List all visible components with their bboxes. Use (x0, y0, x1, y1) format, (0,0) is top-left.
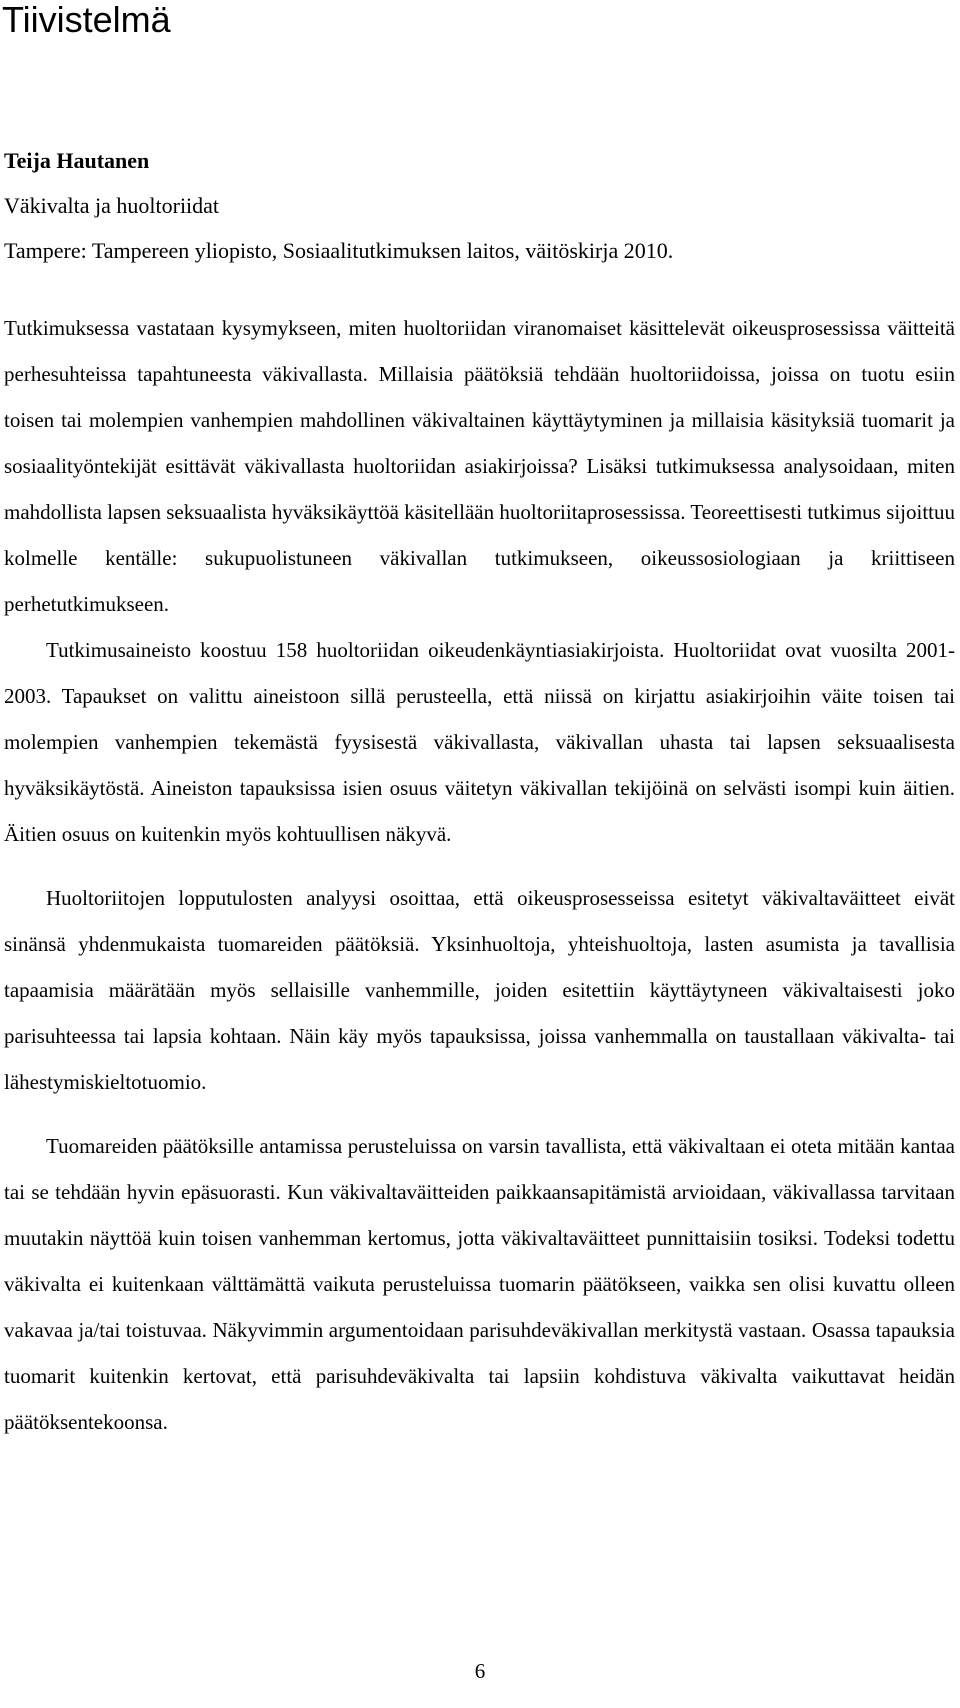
page-heading: Tiivistelmä (2, 0, 171, 40)
abstract-paragraph: Tutkimusaineisto koostuu 158 huoltoriidan oikeudenkäyntiasiakirjoista. Huoltoriidat ovat vuosilta 2001-2003. Tapaukset on valittu aineistoon sillä perusteella, että niissä on kirjattu asiakirjoihin väite toisen tai molempien vanhempien tekemästä fyysisestä väkivallasta, väkivallan uhasta tai lapsen seksuaalisesta hyväksikäytöstä. Aineiston tapauksissa isien osuus väitetyn väkivallan tekijöinä on selvästi isompi kuin äitien. Äitien osuus on kuitenkin myös kohtuullisen näkyvä. (4, 638, 955, 846)
abstract-paragraph: Tutkimuksessa vastataan kysymykseen, miten huoltoriidan viranomaiset käsittelevät oikeusprosessissa väitteitä perhesuhteissa tapahtuneesta väkivallasta. Millaisia päätöksiä tehdään huoltoriidoissa, joissa on tuotu esiin toisen tai molempien vanhempien mahdollinen väkivaltainen käyttäytyminen ja millaisia käsityksiä tuomarit ja sosiaalityöntekijät esittävät väkivallasta huoltoriidan asiakirjoissa? Lisäksi tutkimuksessa analysoidaan, miten mahdollista lapsen seksuaalista hyväksikäyttöä käsitellään huoltoriitaprosessissa. Teoreettisesti tutkimus sijoittuu kolmelle kentälle: sukupuolistuneen väkivallan tutkimukseen, oikeussosiologiaan ja kriittiseen perhetutkimukseen. (4, 316, 955, 616)
abstract-body (4, 305, 955, 1445)
dissertation-title: Väkivalta ja huoltoriidat (4, 193, 220, 218)
abstract-paragraph: Huoltoriitojen lopputulosten analyysi osoittaa, että oikeusprosesseissa esitetyt väkivaltaväitteet eivät sinänsä yhdenmukaista tuomareiden päätöksiä. Yksinhuoltoja, yhteishuoltoja, lasten asumista ja tavallisia tapaamisia määrätään myös sellaisille vanhemmille, joiden esitettiin käyttäytyneen väkivaltaisesti joko parisuhteessa tai lapsia kohtaan. Näin käy myös tapauksissa, joissa vanhemmalla on taustallaan väkivalta- tai lähestymiskieltotuomio. (4, 886, 955, 1094)
author-name: Teija Hautanen (4, 148, 150, 173)
abstract-paragraph: Tuomareiden päätöksille antamissa perusteluissa on varsin tavallista, että väkivaltaan ei oteta mitään kantaa tai se tehdään hyvin epäsuorasti. Kun väkivaltaväitteiden paikkaansapitämistä arvioidaan, väkivallassa tarvitaan muutakin näyttöä kuin toisen vanhemman kertomus, jotta väkivaltaväitteet punnittaisiin tosiksi. Todeksi todettu väkivalta ei kuitenkaan välttämättä vaikuta perusteluissa tuomarin päätökseen, vaikka sen olisi kuvattu olleen vakavaa ja/tai toistuvaa. Näkyvimmin argumentoidaan parisuhdeväkivallan merkitystä vastaan. Osassa tapauksia tuomarit kuitenkin kertovat, että parisuhdeväkivalta tai lapsiin kohdistuva väkivalta vaikuttavat heidän päätöksentekoonsa. (4, 1134, 955, 1434)
page-number: 6 (474, 1659, 486, 1683)
publication-info: Tampere: Tampereen yliopisto, Sosiaalitutkimuksen laitos, väitöskirja 2010. (4, 238, 674, 263)
